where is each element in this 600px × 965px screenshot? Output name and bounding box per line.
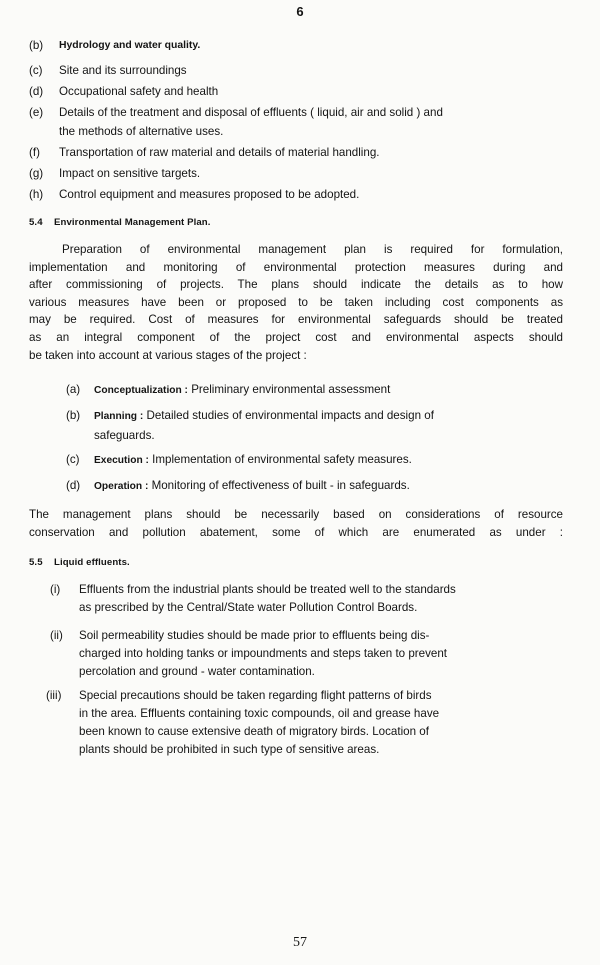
section-heading	[29, 557, 130, 568]
section-paragraph	[29, 241, 563, 364]
effluent-item-line: Special precautions should be taken regarding flight patterns of birds	[79, 689, 432, 702]
list-item	[29, 82, 569, 101]
stage-text-line: Implementation of environmental safety measures.	[152, 453, 412, 466]
stage-label: (d)	[66, 479, 81, 492]
list-item-text: Site and its surroundings	[59, 64, 187, 77]
paragraph-line: various measures have been or proposed to be taken including cost components as	[29, 295, 563, 309]
effluent-item	[50, 627, 570, 681]
list-item-text: Control equipment and measures proposed to be adopted.	[59, 188, 360, 201]
effluent-item-label: (ii)	[50, 629, 63, 642]
list-item	[29, 61, 569, 80]
stage-term: Operation :	[94, 481, 149, 492]
effluent-item	[46, 687, 570, 759]
effluent-item	[50, 581, 570, 617]
footer-page-number: 57	[293, 935, 307, 950]
stage-term: Planning :	[94, 411, 144, 422]
section-title: Environmental Management Plan.	[54, 217, 211, 228]
stage-item	[66, 476, 566, 496]
paragraph-line: after commissioning of projects. The plans should indicate the details as to how	[29, 278, 563, 292]
paragraph-line: Preparation of environmental management plan is required for formulation,	[62, 243, 563, 256]
list-item-text: Transportation of raw material and details of material handling.	[59, 146, 380, 159]
effluent-item-label: (i)	[50, 583, 61, 596]
paragraph-line: as an integral component of the project cost and environmental aspects should	[29, 330, 563, 344]
stage-text-line: safeguards.	[94, 429, 155, 442]
stage-label: (b)	[66, 409, 81, 422]
paragraph-line: The management plans should be necessarily based on considerations of resource	[29, 508, 563, 521]
effluent-item-line: Soil permeability studies should be made prior to effluents being dis-	[79, 629, 430, 642]
effluent-item-line: percolation and ground - water contamination.	[79, 665, 315, 678]
list-item	[29, 164, 569, 183]
section-number: 5.5	[29, 557, 43, 568]
paragraph-line: may be required. Cost of measures for environmental safeguards should be treated	[29, 313, 563, 327]
list-item-text-line: the methods of alternative uses.	[59, 125, 224, 138]
list-item	[29, 36, 569, 55]
stage-label: (a)	[66, 383, 81, 396]
list-item-label: (c)	[29, 64, 43, 77]
stage-term: Execution :	[94, 455, 149, 466]
closing-paragraph	[29, 506, 563, 541]
effluent-item-line: charged into holding tanks or impoundments and steps taken to prevent	[79, 647, 448, 660]
effluent-item-line: plants should be prohibited in such type of sensitive areas.	[79, 743, 380, 756]
stage-item	[66, 380, 566, 400]
list-item-text: Hydrology and water quality.	[59, 40, 201, 51]
list-item	[29, 103, 569, 141]
stage-text-line: Detailed studies of environmental impacts and design of	[146, 409, 434, 422]
list-item-label: (d)	[29, 85, 44, 98]
paragraph-line: be taken into account at various stages of the project :	[29, 348, 307, 362]
stage-item	[66, 450, 566, 470]
list-item-label: (b)	[29, 39, 44, 52]
stage-text-line: Preliminary environmental assessment	[191, 383, 391, 396]
paragraph-line: conservation and pollution abatement, some of which are enumerated as under :	[29, 525, 563, 539]
section-number: 5.4	[29, 217, 43, 228]
stage-item	[66, 406, 566, 445]
list-item-text-line: Details of the treatment and disposal of effluents ( liquid, air and solid ) and	[59, 106, 443, 119]
effluent-item-line: in the area. Effluents containing toxic compounds, oil and grease have	[79, 707, 440, 720]
effluent-item-label: (iii)	[46, 689, 62, 702]
header-page-number: 6	[296, 4, 304, 19]
stage-label: (c)	[66, 453, 80, 466]
list-item-label: (h)	[29, 188, 44, 201]
effluent-item-line: as prescribed by the Central/State water Pollution Control Boards.	[79, 601, 418, 614]
effluent-item-line: been known to cause extensive death of migratory birds. Location of	[79, 725, 429, 738]
list-item-text: Impact on sensitive targets.	[59, 167, 201, 180]
list-item-text: Occupational safety and health	[59, 85, 219, 98]
list-item-label: (e)	[29, 106, 44, 119]
list-item-label: (f)	[29, 146, 40, 159]
paragraph-line: implementation and monitoring of environmental protection measures during and	[29, 260, 563, 274]
effluent-item-line: Effluents from the industrial plants should be treated well to the standards	[79, 583, 456, 596]
list-item	[29, 185, 569, 204]
stage-term: Conceptualization :	[94, 385, 188, 396]
section-title: Liquid effluents.	[54, 557, 130, 568]
list-item-label: (g)	[29, 167, 44, 180]
list-item	[29, 143, 569, 162]
section-heading	[29, 217, 211, 228]
stage-text-line: Monitoring of effectiveness of built - in safeguards.	[151, 479, 410, 492]
